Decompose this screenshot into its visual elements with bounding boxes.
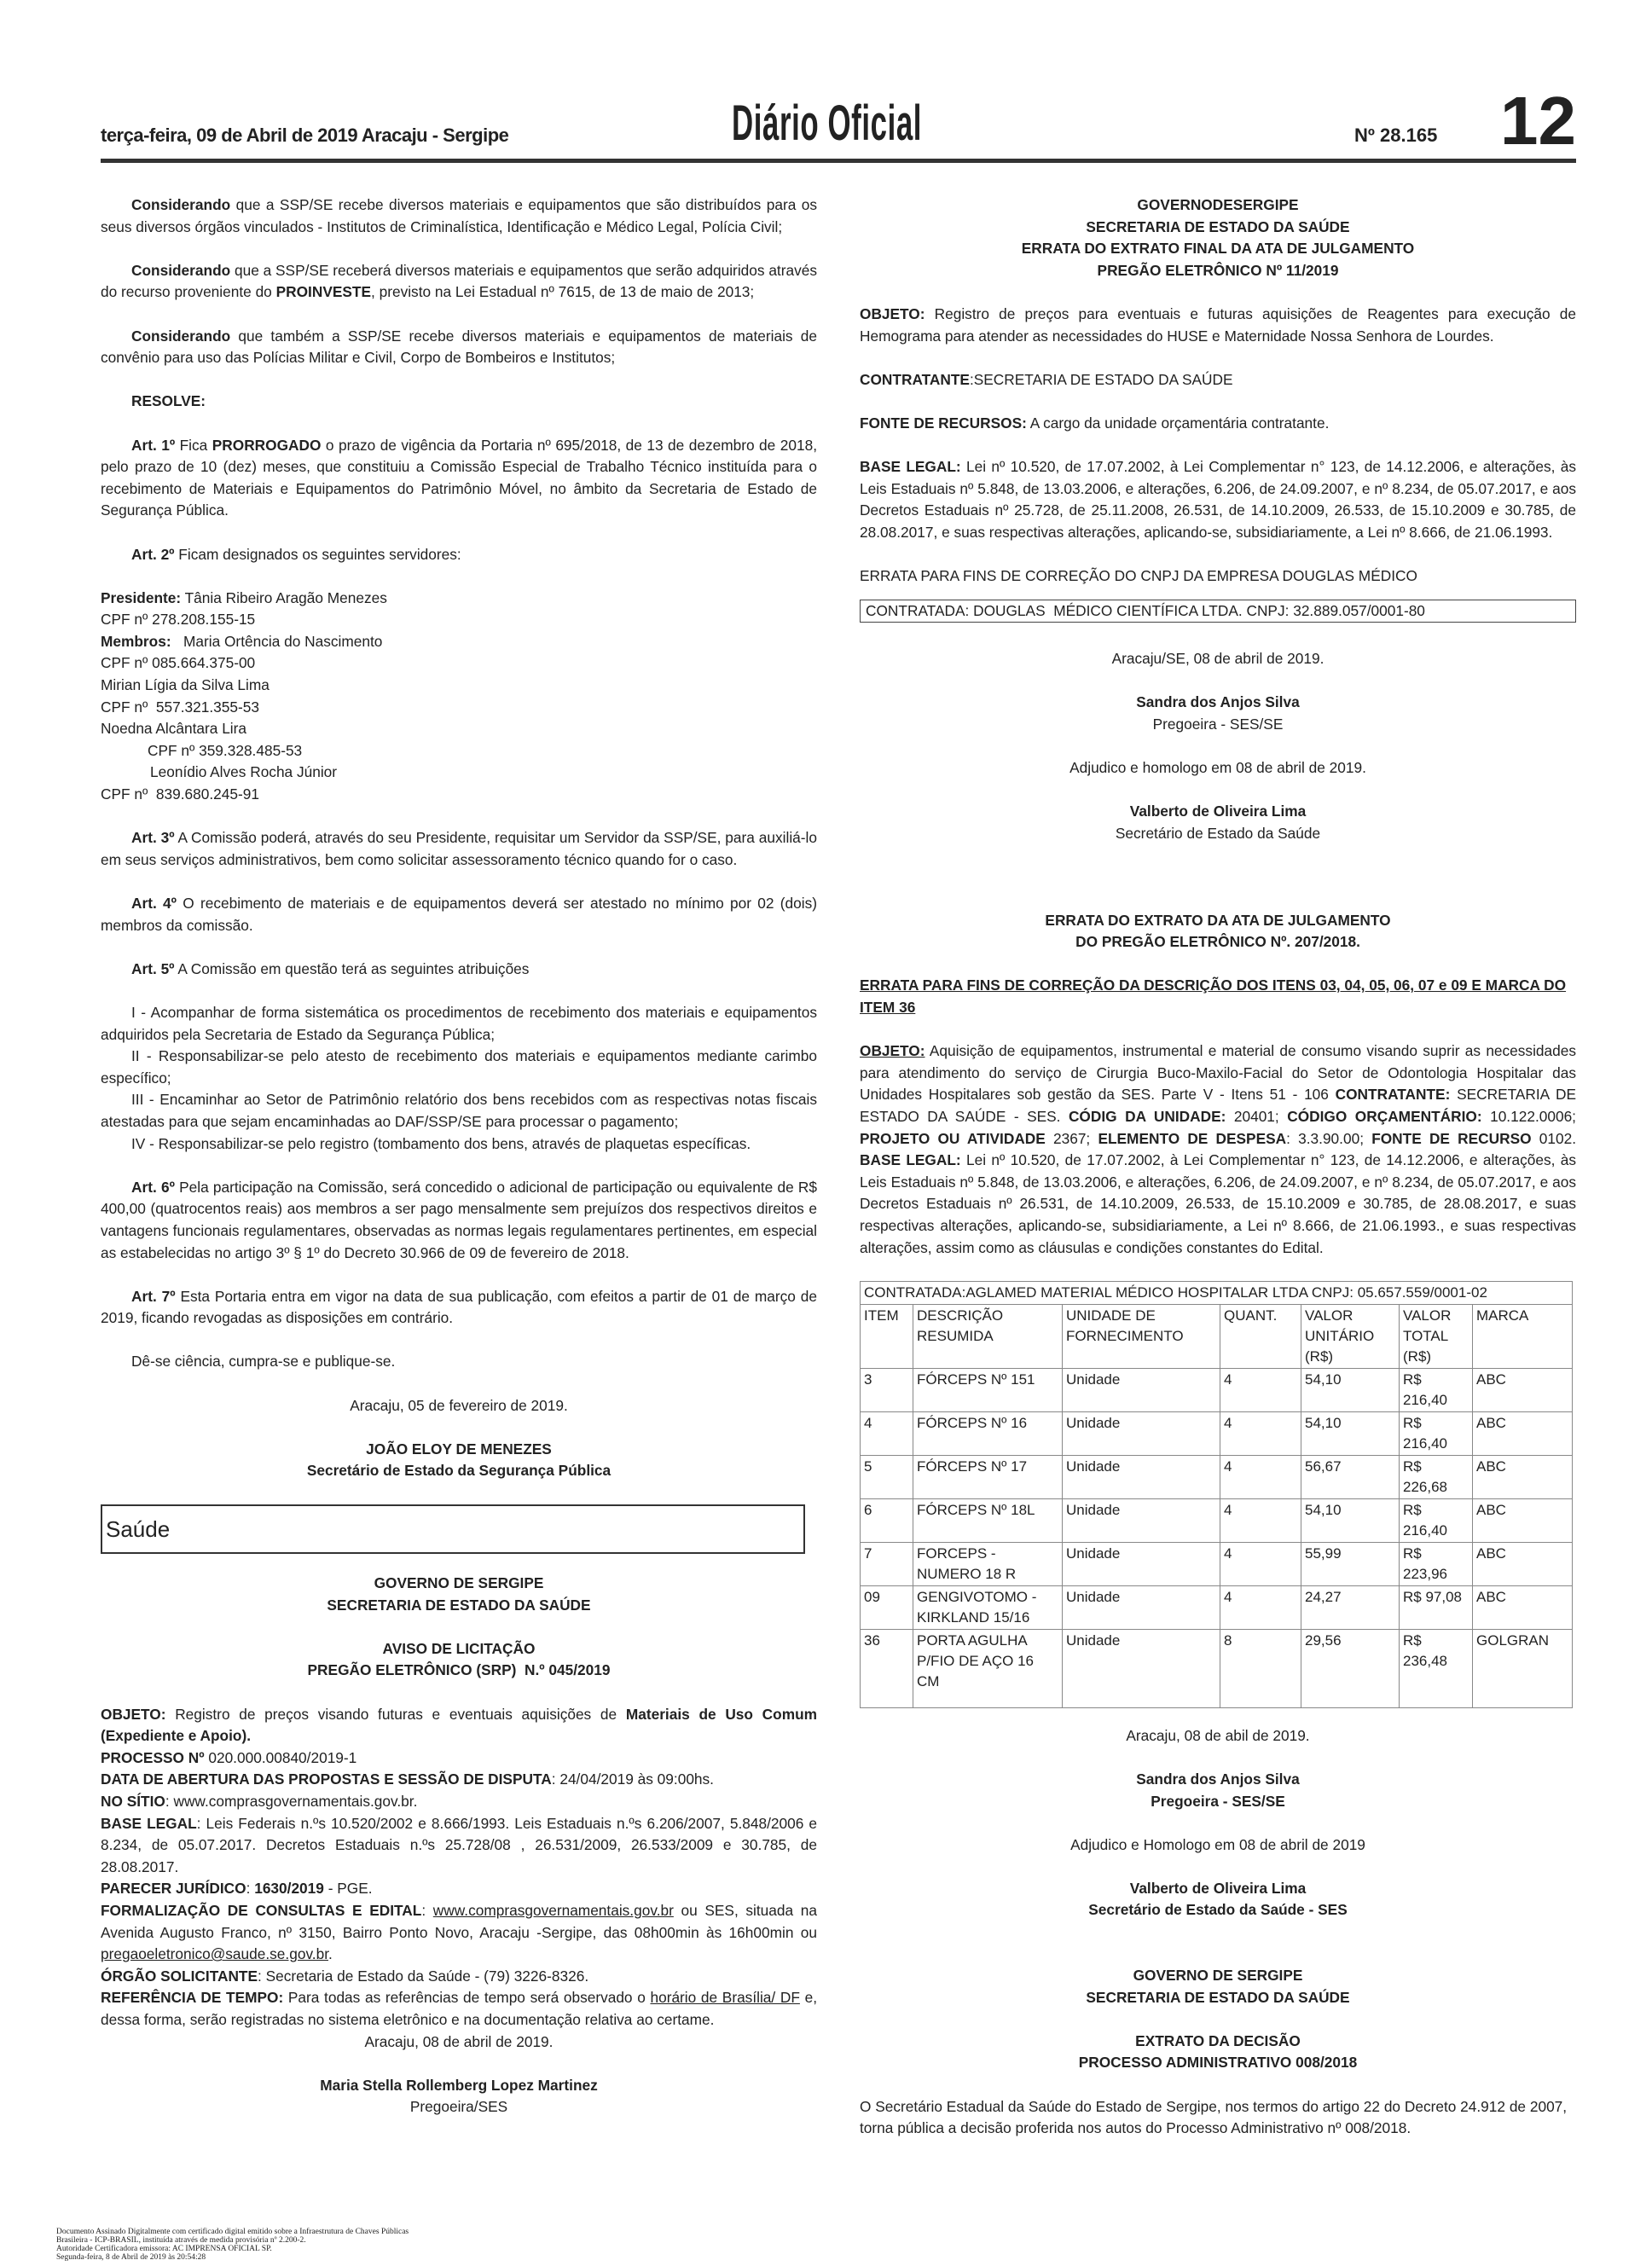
aviso-sitio: NO SÍTIO: www.comprasgovernamentais.gov.br.: [101, 1792, 418, 1810]
table-cell: R$ 236,48: [1400, 1629, 1473, 1707]
aviso-processo: PROCESSO Nº 020.000.00840/2019-1: [101, 1748, 357, 1766]
column-header: ITEM: [861, 1304, 913, 1368]
table-cell: Unidade: [1063, 1542, 1220, 1585]
email-link[interactable]: pregaoeletronico@saude.se.gov.br: [101, 1945, 329, 1963]
errata2-header: [860, 910, 1576, 953]
table-cell: R$ 97,08: [1400, 1585, 1473, 1629]
errata1-adjudico: Adjudico e homologo em 08 de abril de 2019.: [1069, 759, 1366, 777]
page-number: 12: [1500, 83, 1576, 159]
table-cell: Unidade: [1063, 1411, 1220, 1455]
cpf-line: CPF nº 278.208.155-15: [101, 611, 256, 629]
table-cell: 36: [861, 1629, 913, 1707]
member-name: Mirian Lígia da Silva Lima: [101, 676, 270, 694]
items-table: [860, 1281, 1573, 1708]
column-header: QUANT.: [1220, 1304, 1301, 1368]
considerando-3: Considerando que também a SSP/SE recebe diversos materiais e equipamentos de materiais de convênio para uso das Polícias Militar e Civil, Corpo de Bombeiros e Institutos;: [101, 327, 817, 367]
table-header-row: [861, 1304, 1573, 1368]
table-cell: 54,10: [1301, 1368, 1400, 1411]
table-cell: FÓRCEPS Nº 16: [913, 1411, 1063, 1455]
notice-title: AVISO DE LICITAÇÃO: [382, 1639, 536, 1657]
table-cell: 4: [1220, 1368, 1301, 1411]
extrato-text: O Secretário Estadual da Saúde do Estado de Sergipe, nos termos do artigo 22 do Decreto 24.912 de 2007, torna pública a decisão proferida nos autos do Processo Administrativo nº 008/2018.: [860, 2097, 1568, 2137]
article-7: Art. 7º Esta Portaria entra em vigor na data de sua publicação, com efeitos a partir de 01 de março de 2019, ficando revogadas as disposições em contrário.: [101, 1287, 817, 1327]
issue-number: Nº 28.165: [1354, 125, 1438, 146]
government-name: GOVERNO DE SERGIPE: [1133, 1967, 1303, 1985]
member-name: Leonídio Alves Rocha Júnior: [150, 763, 338, 781]
table-contratada-row: [861, 1281, 1573, 1304]
table-cell: R$ 216,40: [1400, 1368, 1473, 1411]
errata2-body: OBJETO: Aquisição de equipamentos, instrumental e material de consumo visando suprir as necessidades para atendimento do serviço de Cirurgia Buco-Maxilo-Facial do Setor de Odontologia Hospitalar das Unidades Hospitalares sob gestão da SES. Parte V - Itens 51 - 106 CONTRATANTE: SECRETARIA DE ESTADO DA SAÚDE - SES. CÓDIG DA UNIDADE: 20401; CÓDIGO ORÇAMENTÁRIO: 10.122.0006; PROJETO OU ATIVIDADE 2367; ELEMENTO DE DESPESA: 3.3.90.00; FONTE DE RECURSO 0102. BASE LEGAL: Lei nº 10.520, de 17.07.2002, à Lei Complementar n° 123, de 14.12.2006, e alterações, às Leis Estaduais nº 5.848, de 13.03.2006, e alterações, 6.206, de 24.09.2007, e nº 8.234, de 05.07.2017, e aos Decretos Estaduais nº 26.531, de 14.10.2009, 26.533, de 15.10.2009 e 30.785, de 28.08.2017, e suas respectivas alterações, aplicando-se, subsidiariamente, a Lei nº 8.666, de 21.06.1993., e suas respectivas alterações, assim como as cláusulas e condições constantes do Edital.: [860, 1042, 1576, 1256]
table-cell: 54,10: [1301, 1411, 1400, 1455]
article-4: Art. 4º O recebimento de materiais e de equipamentos deverá ser atestado no mínimo por 02 (dois) membros da comissão.: [101, 895, 817, 934]
errata-title: ERRATA DO EXTRATO FINAL DA ATA DE JULGAMENTO: [1021, 240, 1415, 258]
president: Presidente: Tânia Ribeiro Aragão Menezes: [101, 588, 387, 606]
compras-link[interactable]: www.comprasgovernamentais.gov.br: [432, 1901, 674, 1919]
errata1-base-legal: BASE LEGAL: Lei nº 10.520, de 17.07.2002, à Lei Complementar n° 123, de 14.12.2006, e alterações, às Leis Estaduais nº 5.848, de 13.03.2006, e alterações, 6.206, de 24.09.2007, e nº 8.234, de 05.07.2017, e aos Decretos Estaduais nº 25.728, de 25.11.2008, 26.531, de 14.10.2009, 26.533, de 15.10.2009 e 30.785, de 28.08.2017, e suas respectivas alterações, aplicando-se, subsidiariamente, a Lei nº 8.666, de 21.06.1993.: [860, 458, 1576, 541]
table-cell: Unidade: [1063, 1368, 1220, 1411]
signature-block: [101, 1439, 817, 1482]
signer-role: Secretário de Estado da Segurança Pública: [306, 1462, 612, 1480]
column-header: MARCA: [1473, 1304, 1573, 1368]
table-cell: 8: [1220, 1629, 1301, 1707]
table-cell: ABC: [1473, 1455, 1573, 1498]
masthead: [101, 83, 1576, 159]
table-cell: 4: [1220, 1411, 1301, 1455]
table-cell: 4: [861, 1411, 913, 1455]
errata2-place-date: Aracaju, 08 de abil de 2019.: [1126, 1726, 1310, 1744]
aviso-abertura: DATA DE ABERTURA DAS PROPOSTAS E SESSÃO DE DISPUTA: 24/04/2019 às 09:00hs.: [101, 1770, 714, 1788]
table-cell: ABC: [1473, 1368, 1573, 1411]
members-label-line: Membros: Maria Ortência do Nascimento: [101, 632, 383, 650]
aviso-referencia: REFERÊNCIA DE TEMPO: Para todas as referências de tempo será observado o horário de Brasília/ DF e, dessa forma, serão registradas no sistema eletrônico e na documentação relativa ao certame.: [101, 1989, 817, 2028]
table-cell: GOLGRAN: [1473, 1629, 1573, 1707]
table-cell: 7: [861, 1542, 913, 1585]
aviso-orgao: ÓRGÃO SOLICITANTE: Secretaria de Estado da Saúde - (79) 3226-8326.: [101, 1967, 589, 1985]
errata2-signer1: Sandra dos Anjos Silva Pregoeira - SES/SE: [1136, 1770, 1300, 1810]
aviso-body: [101, 1704, 817, 2118]
attributions-list: [101, 1002, 817, 1155]
masthead-rule: [101, 159, 1576, 163]
errata-subtitle: DO PREGÃO ELETRÔNICO Nº. 207/2018.: [1075, 933, 1360, 951]
attribution-item: II - Responsabilizar-se pelo atesto de recebimento dos materiais e equipamentos mediante carimbo específico;: [101, 1047, 817, 1087]
attribution-item: III - Encaminhar ao Setor de Patrimônio relatório dos bens recebidos com as respectivas notas fiscais atestadas para que sejam encaminhadas ao DAF/SSP/SE para processar o pagamento;: [101, 1091, 817, 1130]
table-row: [861, 1368, 1573, 1411]
errata1-fonte: FONTE DE RECURSOS: A cargo da unidade orçamentária contratante.: [860, 414, 1330, 432]
table-cell: FÓRCEPS Nº 18L: [913, 1498, 1063, 1542]
aviso-place-date: Aracaju, 08 de abril de 2019.: [364, 2032, 554, 2050]
signer-name: JOÃO ELOY DE MENEZES: [366, 1440, 552, 1458]
cpf-line: CPF nº 557.321.355-53: [101, 698, 259, 716]
considerando-2: Considerando que a SSP/SE receberá diversos materiais e equipamentos que serão adquiridos através do recurso proveniente do PROINVESTE, previsto na Lei Estadual nº 7615, de 13 de maio de 2013;: [101, 261, 817, 301]
table-cell: GENGIVOTOMO - KIRKLAND 15/16: [913, 1585, 1063, 1629]
contratada-cell: CONTRATADA:AGLAMED MATERIAL MÉDICO HOSPITALAR LTDA CNPJ: 05.657.559/0001-02: [861, 1281, 1573, 1304]
column-header: UNIDADE DE FORNECIMENTO: [1063, 1304, 1220, 1368]
table-row: [861, 1498, 1573, 1542]
errata2-subtitle: ERRATA PARA FINS DE CORREÇÃO DA DESCRIÇÃO DOS ITENS 03, 04, 05, 06, 07 e 09 E MARCA DO ITEM 36: [860, 977, 1567, 1016]
issue-date: terça-feira, 09 de Abril de 2019 Aracaju - Sergipe: [101, 125, 509, 146]
place-date: Aracaju, 05 de fevereiro de 2019.: [350, 1396, 568, 1414]
table-cell: FORCEPS - NUMERO 18 R: [913, 1542, 1063, 1585]
table-cell: FÓRCEPS Nº 17: [913, 1455, 1063, 1498]
notice-subtitle: PREGÃO ELETRÔNICO (SRP) N.º 045/2019: [307, 1661, 611, 1679]
right-column: [860, 194, 1576, 2161]
table-cell: 4: [1220, 1585, 1301, 1629]
errata2-adjudico: Adjudico e Homologo em 08 de abril de 2019: [1070, 1835, 1365, 1853]
article-3: Art. 3º A Comissão poderá, através do seu Presidente, requisitar um Servidor da SSP/SE, para auxiliá-lo em seus serviços administrativos, bem como solicitar assessoramento técnico quando for o caso.: [101, 829, 817, 868]
column-header: VALOR UNITÁRIO (R$): [1301, 1304, 1400, 1368]
aviso-objeto: OBJETO: Registro de preços visando futuras e eventuais aquisições de Materiais de Uso Comum (Expediente e Apoio).: [101, 1705, 817, 1745]
article-1: Art. 1º Fica PRORROGADO o prazo de vigência da Portaria nº 695/2018, de 13 de dezembro de 2018, pelo prazo de 10 (dez) meses, que constituiu a Comissão Especial de Trabalho Técnico instituída para o recebimento de Materiais e Equipamentos do Patrimônio Móvel, no âmbito da Secretaria de Estado de Segurança Pública.: [101, 436, 817, 519]
considerando-1: Considerando que a SSP/SE recebe diversos materiais e equipamentos que são distribuídos para os seus diversos órgãos vinculados - Institutos de Criminalística, Identificação e Médico Legal, Polícia Civil;: [101, 196, 817, 235]
errata2-signer2: Valberto de Oliveira Lima Secretário de Estado da Saúde - SES: [1088, 1879, 1348, 1919]
cpf-line: CPF nº 359.328.485-53: [148, 741, 303, 759]
left-column: [101, 194, 817, 2118]
extrato-title: EXTRATO DA DECISÃO PROCESSO ADMINISTRATIVO 008/2018: [1078, 2031, 1358, 2072]
aviso-parecer: PARECER JURÍDICO: 1630/2019 - PGE.: [101, 1880, 373, 1898]
table-row: [861, 1411, 1573, 1455]
secretariat-name: SECRETARIA DE ESTADO DA SAÚDE: [327, 1596, 591, 1614]
table-cell: Unidade: [1063, 1498, 1220, 1542]
table-cell: 3: [861, 1368, 913, 1411]
table-cell: Unidade: [1063, 1585, 1220, 1629]
table-cell: Unidade: [1063, 1629, 1220, 1707]
member-name: Noedna Alcântara Lira: [101, 720, 247, 738]
errata1-objeto: OBJETO: Registro de preços para eventuais e futuras aquisições de Reagentes para execução de Hemograma para atender as necessidades do HUSE e Maternidade Nossa Senhora de Lourdes.: [860, 304, 1576, 345]
errata1-signer1: Sandra dos Anjos Silva Pregoeira - SES/SE: [1136, 693, 1300, 733]
aviso-formalizacao: FORMALIZAÇÃO DE CONSULTAS E EDITAL: www.comprasgovernamentais.gov.br ou SES, situada na Avenida Augusto Franco, nº 3150, Bairro Ponto Novo, Aracaju -Sergipe, das 08h00min às 16h00min ou pregaoeletronico@saude.se.gov.br.: [101, 1901, 817, 1963]
extrato-header: [860, 1965, 1576, 2008]
newspaper-title: Diário Oficial: [732, 96, 923, 151]
errata1-contratante: CONTRATANTE:SECRETARIA DE ESTADO DA SAÚDE: [860, 370, 1233, 388]
table-cell: 54,10: [1301, 1498, 1400, 1542]
article-2: Art. 2º Ficam designados os seguintes servidores:: [131, 545, 461, 563]
article-6: Art. 6º Pela participação na Comissão, será concedido o adicional de participação ou equivalente de R$ 400,00 (quatrocentos reais) aos membros a ser pago mensalmente sem prejuízos dos respectivos direitos e vantagens funcionais regulamentares, observadas as normas legais regulamentares pertinentes, em especial as estabelecidas no artigo 3º § 1º do Decreto 30.966 de 09 de fevereiro de 2018.: [101, 1178, 817, 1261]
resolve-heading: RESOLVE:: [131, 392, 206, 410]
table-cell: FÓRCEPS Nº 151: [913, 1368, 1063, 1411]
table-cell: 29,56: [1301, 1629, 1400, 1707]
table-cell: 6: [861, 1498, 913, 1542]
table-row: [861, 1585, 1573, 1629]
attribution-item: IV - Responsabilizar-se pelo registro (tombamento dos bens, através de plaquetas específicas.: [131, 1134, 751, 1152]
errata-title: ERRATA DO EXTRATO DA ATA DE JULGAMENTO: [1045, 911, 1391, 929]
closing-formula: Dê-se ciência, cumpra-se e publique-se.: [131, 1353, 396, 1371]
table-row: [861, 1542, 1573, 1585]
aviso-title: [101, 1638, 817, 1682]
table-row: [861, 1629, 1573, 1707]
cpf-line: CPF nº 839.680.245-91: [101, 785, 259, 803]
aviso-base-legal: BASE LEGAL: Leis Federais n.ºs 10.520/2002 e 8.666/1993. Leis Estaduais n.ºs 6.206/2007, 5.848/2006 e 8.234, de 05.07.2017. Decretos Estaduais n.ºs 25.728/08 , 26.531/2009, 26.533/2009 e 30.785, de 28.08.2017.: [101, 1814, 818, 1875]
table-cell: 4: [1220, 1542, 1301, 1585]
secretariat-name: SECRETARIA DE ESTADO DA SAÚDE: [1086, 1988, 1350, 2006]
government-name: GOVERNO DE SERGIPE: [374, 1574, 544, 1592]
digital-signature-footer: Documento Assinado Digitalmente com certificado digital emitido sobre a Infraestrutura de Chaves Públicas Brasileira - ICP-BRASIL, instituída através de medida provisória nº 2.200-2. Autoridade Certificadora emissora: AC IMPRENSA OFICIAL SP. Segunda-feira, 8 de Abril de 2019 às 20:54:28: [56, 2228, 409, 2262]
errata1-header: [860, 194, 1576, 281]
attribution-item: I - Acompanhar de forma sistemática os procedimentos de recebimento dos materiais e equipamentos adquiridos pela Secretaria de Estado da Segurança Pública;: [101, 1003, 817, 1043]
table-cell: ABC: [1473, 1542, 1573, 1585]
table-cell: R$ 226,68: [1400, 1455, 1473, 1498]
column-header: VALOR TOTAL (R$): [1400, 1304, 1473, 1368]
errata1-correction-line: ERRATA PARA FINS DE CORREÇÃO DO CNPJ DA EMPRESA DOUGLAS MÉDICO: [860, 567, 1417, 585]
table-cell: ABC: [1473, 1585, 1573, 1629]
aviso-signer: Maria Stella Rollemberg Lopez Martinez: [320, 2076, 598, 2094]
table-cell: 55,99: [1301, 1542, 1400, 1585]
contratada-box: CONTRATADA: DOUGLAS MÉDICO CIENTÍFICA LTDA. CNPJ: 32.889.057/0001-80: [860, 600, 1576, 623]
errata1-place-date: Aracaju/SE, 08 de abril de 2019.: [1111, 650, 1324, 668]
table-cell: 4: [1220, 1455, 1301, 1498]
errata1-signer2: Valberto de Oliveira Lima Secretário de Estado da Saúde: [1115, 803, 1321, 843]
article-5: Art. 5º A Comissão em questão terá as seguintes atribuições: [131, 959, 530, 977]
table-cell: R$ 216,40: [1400, 1498, 1473, 1542]
government-name: GOVERNODESERGIPE: [1137, 196, 1299, 213]
errata-subtitle: PREGÃO ELETRÔNICO Nº 11/2019: [1097, 261, 1339, 279]
table-cell: 24,27: [1301, 1585, 1400, 1629]
secretariat-name: SECRETARIA DE ESTADO DA SAÚDE: [1086, 217, 1350, 235]
table-row: [861, 1455, 1573, 1498]
table-cell: 4: [1220, 1498, 1301, 1542]
table-cell: ABC: [1473, 1498, 1573, 1542]
cpf-line: CPF nº 085.664.375-00: [101, 654, 256, 672]
aviso-signer-role: Pregoeira/SES: [409, 2098, 508, 2116]
table-cell: 5: [861, 1455, 913, 1498]
table-cell: 09: [861, 1585, 913, 1629]
table-cell: ABC: [1473, 1411, 1573, 1455]
commission-members: [101, 588, 817, 806]
column-header: DESCRIÇÃO RESUMIDA: [913, 1304, 1063, 1368]
table-cell: 56,67: [1301, 1455, 1400, 1498]
table-cell: Unidade: [1063, 1455, 1220, 1498]
aviso-header: [101, 1573, 817, 1616]
section-header-saude: Saúde: [101, 1504, 805, 1554]
table-cell: R$ 223,96: [1400, 1542, 1473, 1585]
table-cell: R$ 216,40: [1400, 1411, 1473, 1455]
table-cell: PORTA AGULHA P/FIO DE AÇO 16 CM: [913, 1629, 1063, 1707]
